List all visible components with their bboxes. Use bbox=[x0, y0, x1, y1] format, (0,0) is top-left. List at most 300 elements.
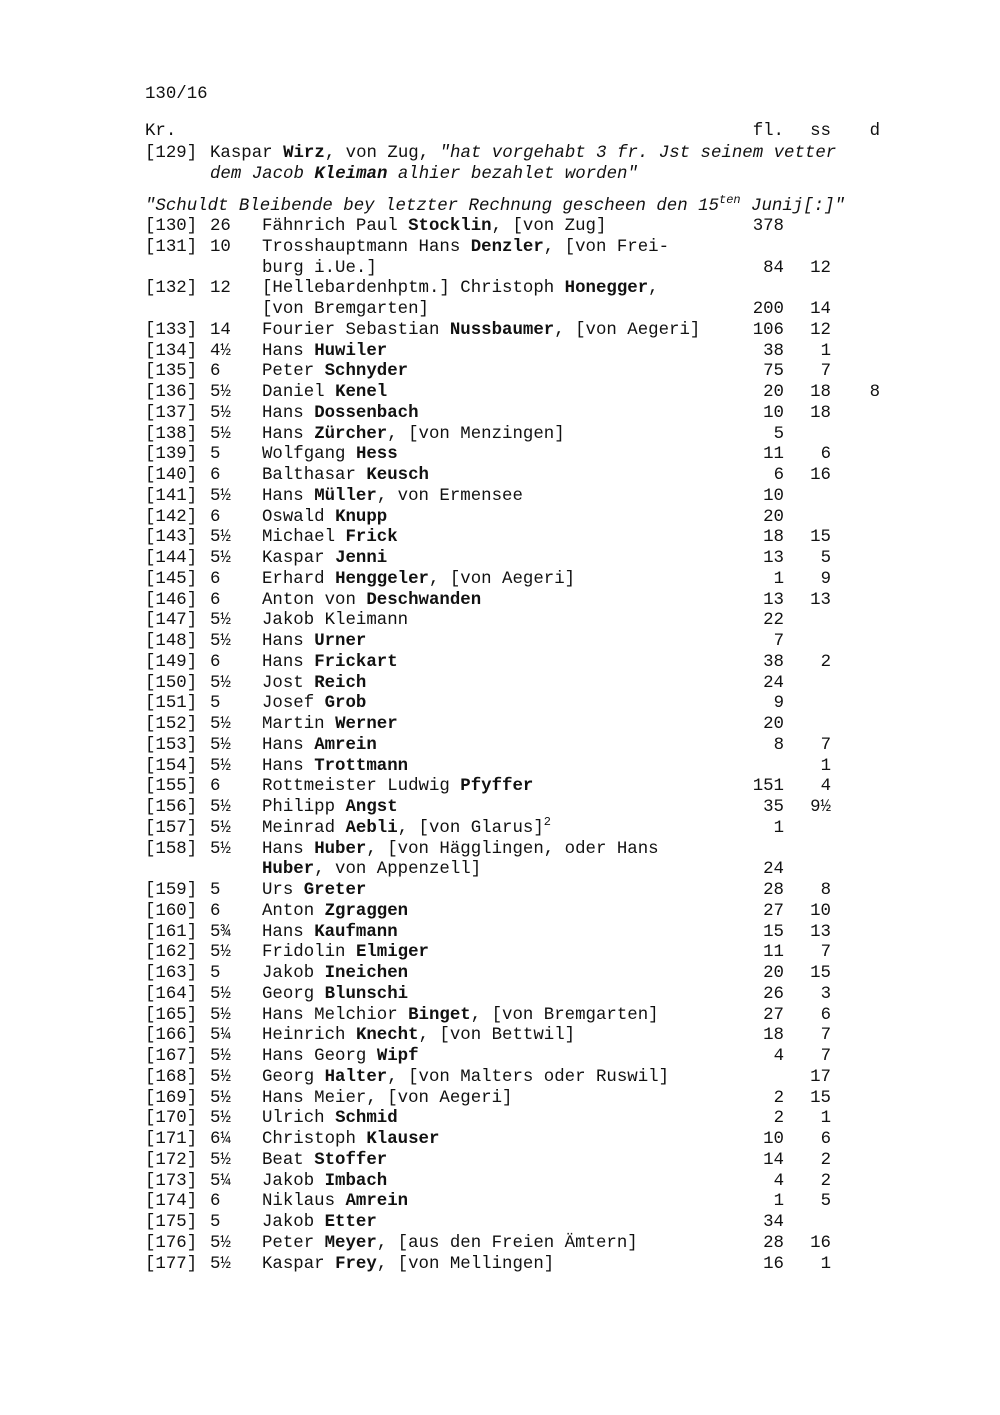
row-fl: 7 bbox=[773, 632, 784, 651]
row-cont-text: , von Appenzell] bbox=[314, 860, 482, 880]
row-name bbox=[262, 445, 398, 466]
row-name bbox=[262, 1213, 377, 1234]
row-fl: 9 bbox=[773, 694, 784, 714]
row-kr: 5½ bbox=[210, 403, 231, 423]
row-kr: 6 bbox=[210, 507, 221, 527]
row-kr: 5½ bbox=[210, 549, 231, 568]
row-id: [151] bbox=[145, 694, 198, 714]
row-kr: 5¼ bbox=[210, 1171, 231, 1191]
row-ss: 7 bbox=[820, 1047, 831, 1066]
row-name-bold: Frickart bbox=[314, 652, 398, 672]
row-ss: 2 bbox=[820, 1171, 831, 1191]
row-name bbox=[262, 404, 419, 425]
row-fl: 6 bbox=[773, 466, 784, 485]
row-fl: 24 bbox=[763, 860, 784, 880]
row-kr: 12 bbox=[210, 279, 231, 299]
row-ss: 7 bbox=[820, 735, 831, 755]
row-name bbox=[262, 985, 408, 1006]
row-name-bold: Amrein bbox=[345, 1192, 409, 1212]
row-name-pre: Urs bbox=[262, 881, 304, 900]
row-kr: 6 bbox=[210, 362, 221, 382]
entry-129-id: [129] bbox=[145, 144, 198, 163]
row-id: [175] bbox=[145, 1213, 198, 1232]
row-fl: 18 bbox=[763, 528, 784, 548]
row-name-post: , [von Bremgarten] bbox=[470, 1005, 659, 1025]
row-name-bold: Frey bbox=[335, 1254, 377, 1274]
row-fl: 5 bbox=[773, 424, 784, 444]
row-fl: 38 bbox=[763, 652, 784, 672]
row-name-pre: Beat bbox=[262, 1150, 315, 1170]
row-fl: 75 bbox=[763, 362, 784, 382]
row-name-continuation bbox=[262, 860, 481, 881]
row-id: [144] bbox=[145, 549, 198, 568]
row-name-pre: Wolfgang bbox=[262, 445, 356, 465]
row-ss: 16 bbox=[810, 466, 831, 485]
row-fl: 13 bbox=[763, 590, 784, 610]
row-kr: 6 bbox=[210, 777, 221, 797]
row-id: [132] bbox=[145, 279, 198, 299]
row-id: [145] bbox=[145, 569, 198, 589]
row-name bbox=[262, 1172, 387, 1193]
row-fl: 2 bbox=[773, 1088, 784, 1108]
row-kr: 5 bbox=[210, 445, 221, 465]
row-name-pre: Fourier Sebastian bbox=[262, 320, 450, 340]
row-kr: 5½ bbox=[210, 673, 231, 693]
row-name-post: , [von Aegeri] bbox=[429, 569, 576, 589]
row-name bbox=[262, 1192, 408, 1213]
row-ss: 5 bbox=[820, 1192, 831, 1212]
row-name-pre: Georg bbox=[262, 984, 325, 1004]
row-id: [157] bbox=[145, 818, 198, 838]
row-name-bold: Stocklin bbox=[408, 217, 492, 236]
row-kr: 6 bbox=[210, 901, 221, 921]
row-ss: 8 bbox=[820, 881, 831, 900]
row-kr: 5¾ bbox=[210, 922, 231, 942]
row-ss: 6 bbox=[820, 445, 831, 465]
row-name-continuation bbox=[262, 300, 429, 321]
row-name-pre: Hans bbox=[262, 486, 315, 506]
row-id: [153] bbox=[145, 735, 198, 755]
row-name bbox=[262, 1234, 638, 1255]
row-fl: 1 bbox=[773, 1192, 784, 1212]
row-name-post: , [von Frei- bbox=[543, 237, 670, 257]
row-name-bold: Elmiger bbox=[355, 943, 429, 963]
row-name-pre: Rottmeister Ludwig bbox=[262, 777, 461, 797]
row-name-bold: Halter bbox=[324, 1067, 388, 1087]
row-name-bold: Klauser bbox=[366, 1130, 440, 1149]
row-name bbox=[262, 238, 669, 259]
row-name-pre: Hans bbox=[262, 839, 315, 859]
row-name-bold: Grob bbox=[324, 694, 367, 714]
row-name bbox=[262, 674, 366, 695]
row-ss: 18 bbox=[810, 383, 831, 402]
entry-129-text: Kaspar Wirz, von Zug, "hat vorgehabt 3 fr. Jst seinem vetter bbox=[210, 144, 837, 163]
row-kr: 5½ bbox=[210, 383, 231, 402]
row-id: [135] bbox=[145, 362, 198, 382]
row-fl: 18 bbox=[763, 1026, 784, 1046]
row-ss: 3 bbox=[820, 984, 831, 1004]
row-name-pre: Jakob bbox=[262, 964, 325, 983]
row-kr: 5½ bbox=[210, 818, 231, 838]
row-name bbox=[262, 466, 429, 487]
row-name-pre: Jakob bbox=[262, 1171, 325, 1191]
row-ss: 12 bbox=[810, 320, 831, 340]
row-name bbox=[262, 591, 481, 612]
row-ss: 1 bbox=[820, 341, 831, 361]
row-id: [147] bbox=[145, 611, 198, 631]
row-kr: 5½ bbox=[210, 1047, 231, 1066]
row-name-pre: Fridolin bbox=[262, 943, 356, 963]
row-id: [171] bbox=[145, 1130, 198, 1149]
row-id: [155] bbox=[145, 777, 198, 797]
row-name-bold: Honegger bbox=[564, 279, 649, 299]
row-name bbox=[262, 814, 551, 840]
row-fl: 34 bbox=[763, 1213, 784, 1232]
row-ss: 7 bbox=[820, 1026, 831, 1046]
row-name-bold: Ineichen bbox=[324, 964, 409, 983]
row-name bbox=[262, 1068, 669, 1089]
row-name-pre: Fähnrich Paul bbox=[262, 217, 409, 236]
row-name-bold: Schmid bbox=[335, 1109, 398, 1129]
row-fl: 1 bbox=[773, 569, 784, 589]
row-name-bold: Dossenbach bbox=[314, 403, 419, 423]
row-name-bold: Deschwanden bbox=[366, 590, 482, 610]
row-name-bold: Zürcher bbox=[314, 424, 388, 444]
row-kr: 5½ bbox=[210, 611, 231, 631]
row-id: [160] bbox=[145, 901, 198, 921]
row-name-pre: Heinrich bbox=[262, 1026, 356, 1046]
row-ss: 9 bbox=[820, 569, 831, 589]
row-kr: 5 bbox=[210, 881, 221, 900]
row-name-bold: Knupp bbox=[335, 507, 388, 527]
row-name-bold: Etter bbox=[324, 1213, 377, 1232]
row-name-pre: Ulrich bbox=[262, 1109, 336, 1129]
footnote-marker: 2 bbox=[543, 814, 551, 829]
row-name-post: , [von Mellingen] bbox=[376, 1254, 555, 1274]
row-fl: 35 bbox=[763, 798, 784, 817]
row-name bbox=[262, 487, 523, 508]
row-fl: 15 bbox=[763, 922, 784, 942]
row-kr: 6 bbox=[210, 590, 221, 610]
row-id: [154] bbox=[145, 756, 198, 776]
row-cont-text: [von Bremgarten] bbox=[262, 300, 429, 319]
row-cont-text: burg i.Ue.] bbox=[262, 258, 377, 278]
row-fl: 27 bbox=[763, 901, 784, 921]
row-id: [131] bbox=[145, 237, 198, 257]
row-name-pre: Balthasar bbox=[262, 466, 367, 485]
row-name bbox=[262, 217, 606, 238]
row-name-post: , [von Glarus] bbox=[397, 818, 544, 838]
row-name-post: , bbox=[648, 279, 659, 299]
row-kr: 6 bbox=[210, 652, 221, 672]
row-ss: 7 bbox=[820, 362, 831, 382]
row-id: [163] bbox=[145, 964, 198, 983]
row-id: [173] bbox=[145, 1171, 198, 1191]
row-kr: 6 bbox=[210, 466, 221, 485]
row-kr: 5½ bbox=[210, 735, 231, 755]
row-name-pre: Hans bbox=[262, 756, 315, 776]
row-name-bold: Müller bbox=[314, 486, 377, 506]
row-fl: 11 bbox=[763, 943, 784, 963]
row-kr: 5 bbox=[210, 694, 221, 714]
row-kr: 5½ bbox=[210, 1067, 231, 1087]
row-name-bold: Angst bbox=[345, 798, 398, 817]
row-id: [138] bbox=[145, 424, 198, 444]
row-name-bold: Kaufmann bbox=[314, 922, 398, 942]
row-kr: 5 bbox=[210, 1213, 221, 1232]
row-ss: 2 bbox=[820, 1150, 831, 1170]
row-id: [158] bbox=[145, 839, 198, 859]
row-id: [143] bbox=[145, 528, 198, 548]
row-fl: 200 bbox=[752, 300, 784, 319]
row-kr: 4½ bbox=[210, 341, 231, 361]
row-name-pre: Philipp bbox=[262, 798, 346, 817]
row-name-bold: Greter bbox=[303, 881, 367, 900]
row-name bbox=[262, 1255, 554, 1276]
row-id: [166] bbox=[145, 1026, 198, 1046]
row-kr: 5½ bbox=[210, 1005, 231, 1025]
row-id: [139] bbox=[145, 445, 198, 465]
row-ss: 5 bbox=[820, 549, 831, 568]
header-d: d bbox=[869, 122, 880, 141]
row-name bbox=[262, 1151, 387, 1172]
row-name-pre: Hans bbox=[262, 735, 315, 755]
row-id: [137] bbox=[145, 403, 198, 423]
row-name bbox=[262, 342, 387, 363]
row-name bbox=[262, 902, 408, 923]
row-fl: 2 bbox=[773, 1109, 784, 1129]
row-name-bold: Reich bbox=[314, 673, 367, 693]
row-ss: 15 bbox=[810, 528, 831, 548]
row-fl: 27 bbox=[763, 1005, 784, 1025]
row-name-pre: Erhard bbox=[262, 569, 336, 589]
row-name bbox=[262, 1109, 398, 1130]
row-name-pre: Hans Melchior bbox=[262, 1005, 409, 1025]
row-name-pre: Hans bbox=[262, 403, 315, 423]
row-id: [156] bbox=[145, 798, 198, 817]
row-kr: 5½ bbox=[210, 528, 231, 548]
row-name-pre: Hans Meier, [von Aegeri] bbox=[262, 1088, 513, 1108]
row-ss: 13 bbox=[810, 922, 831, 942]
entry-129-quote-cont: dem Jacob Kleiman alhier bezahlet worden" bbox=[210, 165, 638, 184]
row-id: [146] bbox=[145, 590, 198, 610]
row-id: [142] bbox=[145, 507, 198, 527]
row-name-pre: Christoph bbox=[262, 1130, 367, 1149]
row-name bbox=[262, 1026, 575, 1047]
row-id: [167] bbox=[145, 1047, 198, 1066]
row-name bbox=[262, 508, 387, 529]
row-name-bold: Zgraggen bbox=[324, 901, 409, 921]
header-kr: Kr. bbox=[145, 122, 177, 141]
row-name-continuation bbox=[262, 259, 377, 280]
row-fl: 378 bbox=[752, 217, 784, 236]
row-name bbox=[262, 840, 659, 861]
row-ss: 10 bbox=[810, 901, 831, 921]
row-ss: 16 bbox=[810, 1233, 831, 1253]
row-name-bold: Jenni bbox=[335, 549, 388, 568]
row-name-bold: Stoffer bbox=[314, 1150, 388, 1170]
row-name-bold: Keusch bbox=[366, 466, 429, 485]
row-name bbox=[262, 1047, 419, 1068]
row-kr: 5½ bbox=[210, 756, 231, 776]
row-name bbox=[262, 549, 387, 570]
row-fl: 20 bbox=[763, 507, 784, 527]
row-id: [176] bbox=[145, 1233, 198, 1253]
row-id: [134] bbox=[145, 341, 198, 361]
header-ss: ss bbox=[810, 122, 831, 141]
row-name-pre: Hans bbox=[262, 424, 315, 444]
row-fl: 1 bbox=[773, 818, 784, 838]
row-id: [140] bbox=[145, 466, 198, 485]
row-fl: 10 bbox=[763, 486, 784, 506]
row-fl: 14 bbox=[763, 1150, 784, 1170]
row-kr: 5½ bbox=[210, 486, 231, 506]
row-name bbox=[262, 1130, 439, 1151]
row-name-bold: Huber bbox=[314, 839, 367, 859]
row-kr: 5½ bbox=[210, 839, 231, 859]
row-ss: 6 bbox=[820, 1130, 831, 1149]
row-name bbox=[262, 528, 398, 549]
row-name-pre: Daniel bbox=[262, 383, 336, 402]
row-name bbox=[262, 715, 398, 736]
row-id: [136] bbox=[145, 383, 198, 402]
row-name-post: , [von Hägglingen, oder Hans bbox=[366, 839, 659, 859]
row-ss: 14 bbox=[810, 300, 831, 319]
row-name-bold: Frick bbox=[345, 528, 398, 548]
row-kr: 5½ bbox=[210, 1254, 231, 1274]
page-reference: 130/16 bbox=[145, 85, 208, 104]
row-id: [133] bbox=[145, 320, 198, 340]
row-name-bold: Blunschi bbox=[324, 984, 409, 1004]
row-ss: 2 bbox=[820, 652, 831, 672]
row-ss: 9½ bbox=[810, 798, 831, 817]
row-ss: 1 bbox=[820, 756, 831, 776]
row-name-post: , [von Zug] bbox=[491, 217, 607, 236]
row-name bbox=[262, 964, 408, 985]
row-name-pre: Kaspar bbox=[262, 549, 336, 568]
row-kr: 5½ bbox=[210, 1150, 231, 1170]
row-name bbox=[262, 798, 398, 819]
row-name-pre: Michael bbox=[262, 528, 346, 548]
row-name-pre: Jost bbox=[262, 673, 315, 693]
row-id: [152] bbox=[145, 715, 198, 734]
row-kr: 6 bbox=[210, 1192, 221, 1212]
row-fl: 84 bbox=[763, 258, 784, 278]
row-fl: 10 bbox=[763, 1130, 784, 1149]
row-fl: 106 bbox=[752, 320, 784, 340]
row-d: 8 bbox=[869, 383, 880, 402]
row-name-bold: Pfyffer bbox=[460, 777, 534, 797]
row-kr: 5½ bbox=[210, 424, 231, 444]
row-name bbox=[262, 321, 700, 342]
row-name-bold: Urner bbox=[314, 632, 367, 651]
row-id: [149] bbox=[145, 652, 198, 672]
row-name-pre: Hans bbox=[262, 632, 315, 651]
row-fl: 28 bbox=[763, 881, 784, 900]
row-kr: 5½ bbox=[210, 715, 231, 734]
row-id: [177] bbox=[145, 1254, 198, 1274]
row-name bbox=[262, 1006, 659, 1027]
row-name-bold: Kenel bbox=[335, 383, 388, 402]
row-name-post: , [von Aegeri] bbox=[554, 320, 701, 340]
row-name-bold: Imbach bbox=[324, 1171, 388, 1191]
row-name-pre: [Hellebardenhptm.] Christoph bbox=[262, 279, 565, 299]
row-id: [174] bbox=[145, 1192, 198, 1212]
row-fl: 38 bbox=[763, 341, 784, 361]
row-ss: 18 bbox=[810, 403, 831, 423]
row-kr: 5½ bbox=[210, 1109, 231, 1129]
row-name bbox=[262, 694, 366, 715]
row-name bbox=[262, 881, 366, 902]
row-name-pre: Niklaus bbox=[262, 1192, 346, 1212]
section-heading: "Schuldt Bleibende bey letzter Rechnung gescheen den $15^{ten}$ Junij[:]" bbox=[145, 193, 845, 216]
row-name bbox=[262, 279, 659, 300]
row-name-pre: Josef bbox=[262, 694, 325, 714]
row-name-bold: Meyer bbox=[324, 1233, 377, 1253]
row-name bbox=[262, 653, 398, 674]
row-name-post: , [von Menzingen] bbox=[387, 424, 565, 444]
row-name-pre: Trosshauptmann Hans bbox=[262, 237, 471, 257]
row-fl: 20 bbox=[763, 964, 784, 983]
row-name-bold: Huwiler bbox=[314, 341, 388, 361]
row-kr: 5½ bbox=[210, 984, 231, 1004]
row-name-bold: Schnyder bbox=[324, 362, 409, 382]
row-name-pre: Anton von bbox=[262, 590, 367, 610]
row-fl: 151 bbox=[752, 777, 784, 797]
row-name-pre: Anton bbox=[262, 901, 325, 921]
row-name-pre: Georg bbox=[262, 1067, 325, 1087]
row-ss: 1 bbox=[820, 1254, 831, 1274]
row-ss: 6 bbox=[820, 1005, 831, 1025]
row-id: [150] bbox=[145, 673, 198, 693]
row-fl: 24 bbox=[763, 673, 784, 693]
row-kr: 5½ bbox=[210, 632, 231, 651]
row-ss: 7 bbox=[820, 943, 831, 963]
row-name-bold: Denzler bbox=[470, 237, 544, 257]
row-fl: 11 bbox=[763, 445, 784, 465]
row-name-bold: Henggeler bbox=[335, 569, 429, 589]
row-ss: 12 bbox=[810, 258, 831, 278]
row-name-bold: Aebli bbox=[345, 818, 398, 838]
row-fl: 16 bbox=[763, 1254, 784, 1274]
row-kr: 5½ bbox=[210, 1088, 231, 1108]
row-name-post: , [aus den Freien Ämtern] bbox=[376, 1233, 638, 1253]
row-name-pre: Kaspar bbox=[262, 1254, 336, 1274]
row-kr: 14 bbox=[210, 320, 231, 340]
header-fl: fl. bbox=[752, 122, 784, 141]
row-id: [169] bbox=[145, 1088, 198, 1108]
row-fl: 28 bbox=[763, 1233, 784, 1253]
row-name-pre: Peter bbox=[262, 362, 325, 382]
row-name-pre: Hans bbox=[262, 341, 315, 361]
row-fl: 20 bbox=[763, 383, 784, 402]
row-name bbox=[262, 736, 377, 757]
row-id: [168] bbox=[145, 1067, 198, 1087]
row-ss: 15 bbox=[810, 964, 831, 983]
row-name-post: , [von Malters oder Ruswil] bbox=[387, 1067, 670, 1087]
row-name bbox=[262, 1089, 512, 1110]
row-name bbox=[262, 611, 408, 632]
row-name-pre: Hans bbox=[262, 922, 315, 942]
row-fl: 8 bbox=[773, 735, 784, 755]
row-kr: 26 bbox=[210, 217, 231, 236]
row-id: [162] bbox=[145, 943, 198, 963]
row-id: [165] bbox=[145, 1005, 198, 1025]
row-name-bold: Werner bbox=[335, 715, 398, 734]
row-name bbox=[262, 777, 533, 798]
row-id: [130] bbox=[145, 217, 198, 236]
row-fl: 10 bbox=[763, 403, 784, 423]
